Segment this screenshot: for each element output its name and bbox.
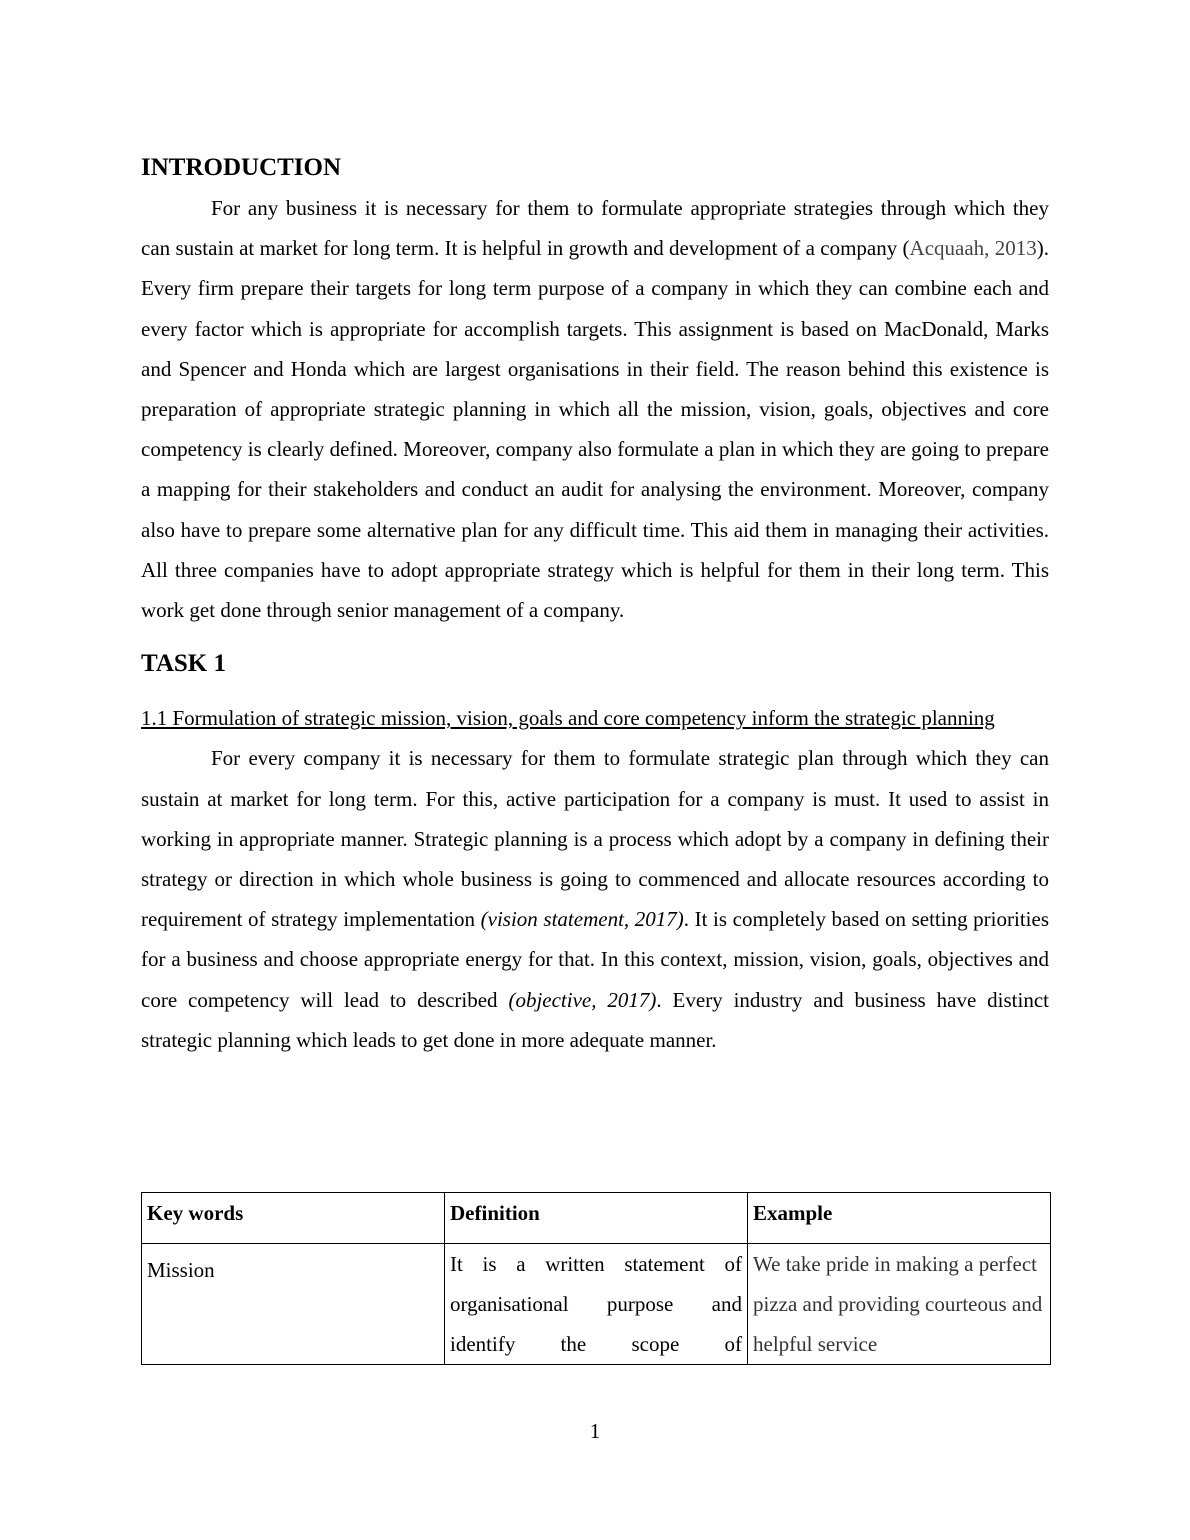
intro-text-part1: For any business it is necessary for them to formulate appropriate strategies through which they can sustain at market for long term. It is helpful in growth and development of a company ( [141, 196, 1049, 261]
cell-keyword: Mission [142, 1244, 445, 1365]
task1-text-part3: . Every industry and business have distinct strategic planning which leads to get done in more adequate manner. [141, 987, 1049, 1052]
page-number: 1 [589, 1419, 601, 1443]
page-content [141, 148, 1049, 1060]
task1-text-part2: . It is completely based on setting priorities for a business and choose appropriate energy for that. In this context, mission, vision, goals, objectives and core competency will lead to described [141, 907, 1049, 1012]
header-key-words: Key words [142, 1193, 445, 1244]
task1-citation-objective: (objective, 2017) [508, 987, 657, 1012]
introduction-paragraph [141, 188, 1049, 630]
cell-example: We take pride in making a perfect pizza and providing courteous and helpful service [748, 1244, 1051, 1365]
task1-text-part1: For every company it is necessary for them to formulate strategic plan through which they can sustain at market for long term. For this, active participation for a company is must. It used to assist in working in appropriate manner. Strategic planning is a process which adopt by a company in defining their strategy or direction in which whole business is going to commenced and allocate resources according to requirement of strategy implementation [141, 746, 1049, 932]
header-example: Example [748, 1193, 1051, 1244]
introduction-heading: INTRODUCTION [141, 154, 342, 181]
header-definition: Definition [445, 1193, 748, 1244]
intro-text-part2: ). Every firm prepare their targets for long term purpose of a company in which they can combine each and every factor which is appropriate for accomplish targets. This assignment is based on MacDonald, Marks and Spencer and Honda which are largest organisations in their field. The reason behind this existence is preparation of appropriate strategic planning in which all the mission, vision, goals, objectives and core competency is clearly defined. Moreover, company also formulate a plan in which they are going to prepare a mapping for their stakeholders and conduct an audit for analysing the environment. Moreover, company also have to prepare some alternative plan for any difficult time. This aid them in managing their activities. All three companies have to adopt appropriate strategy which is helpful for them in their long term. This work get done through senior management of a company. [141, 236, 1049, 623]
task1-heading: TASK 1 [141, 650, 226, 678]
task1-subheading: 1.1 Formulation of strategic mission, vision, goals and core competency inform the strategic planning [141, 706, 995, 731]
table-row [142, 1244, 1051, 1365]
task1-paragraph [141, 738, 1049, 1060]
keywords-table [141, 1192, 1051, 1365]
table-header-row [142, 1193, 1051, 1244]
cell-definition: It is a written statement of organisational purpose and identify the scope of [445, 1244, 748, 1365]
intro-citation: Acquaah, 2013 [909, 236, 1037, 261]
task1-citation-vision: (vision statement, 2017) [480, 907, 684, 932]
